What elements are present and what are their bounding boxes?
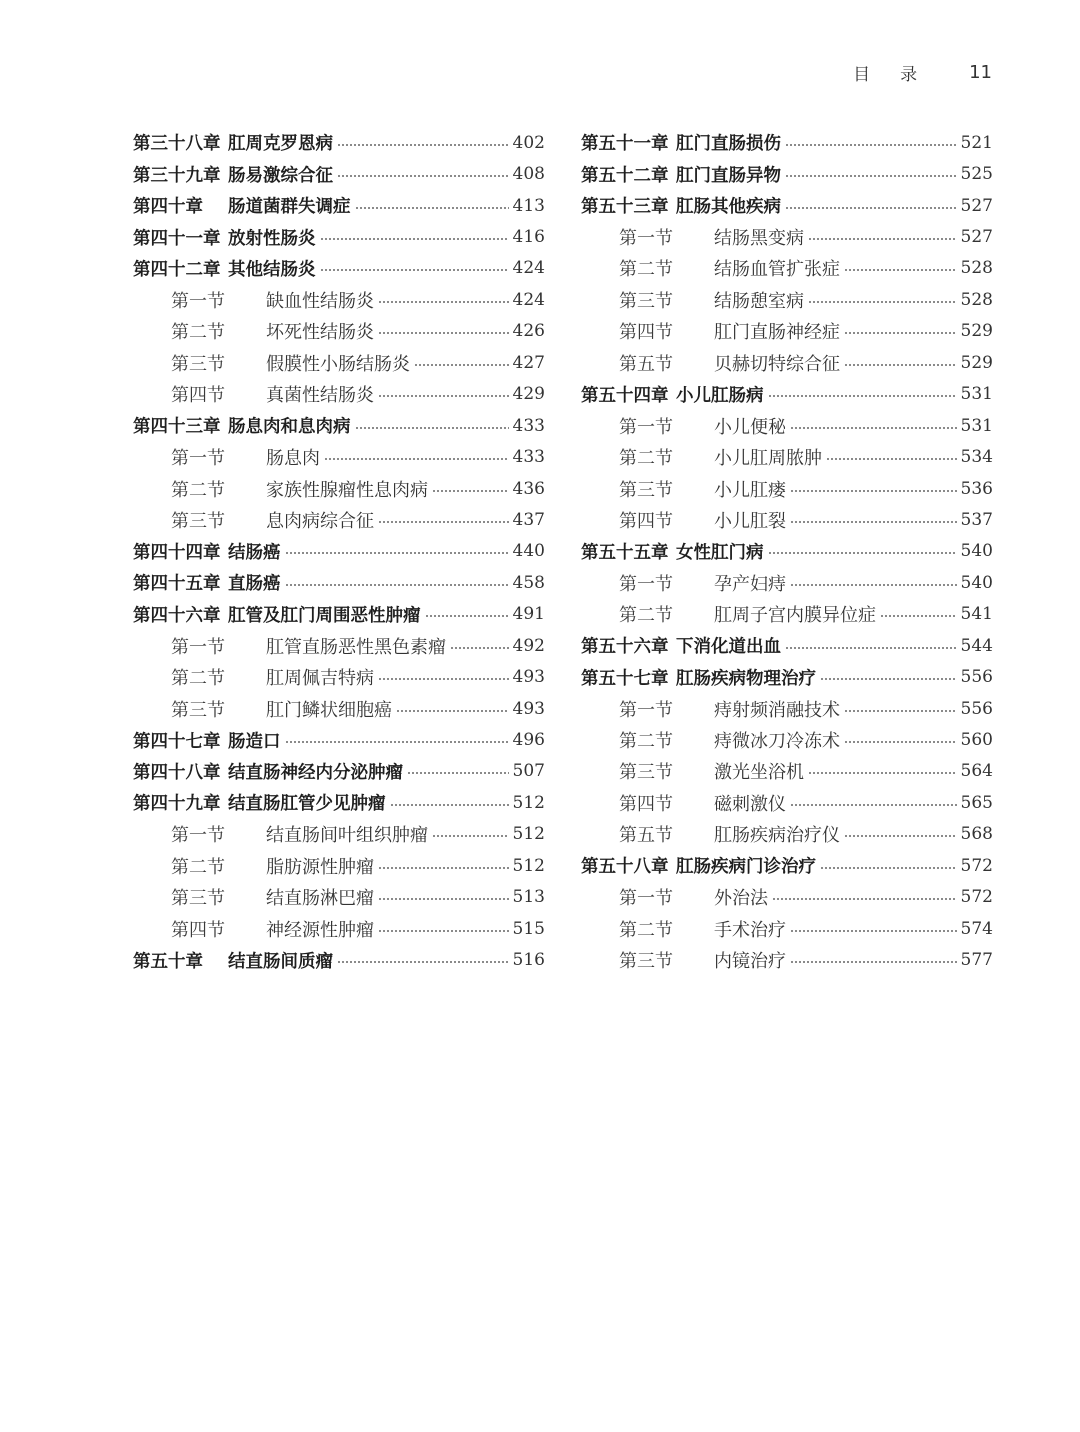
chapter-number: 第五十一章 bbox=[581, 134, 669, 155]
dot-leader bbox=[808, 772, 957, 774]
page-number: 408 bbox=[512, 164, 545, 185]
section-number: 第二节 bbox=[171, 668, 225, 690]
section-number: 第四节 bbox=[619, 510, 673, 532]
page-number: 512 bbox=[512, 824, 545, 845]
toc-entry-section[interactable] bbox=[133, 441, 545, 472]
page-number: 507 bbox=[512, 761, 545, 782]
section-number: 第一节 bbox=[619, 888, 673, 910]
toc-entry-section[interactable] bbox=[133, 882, 545, 913]
section-title: 痔射频消融技术 bbox=[714, 699, 840, 721]
section-number: 第四节 bbox=[171, 919, 225, 941]
page-number: 560 bbox=[960, 730, 993, 751]
page-header bbox=[853, 60, 992, 85]
toc-entry-section[interactable] bbox=[581, 882, 993, 913]
page-number: 513 bbox=[512, 887, 545, 908]
section-number: 第一节 bbox=[171, 636, 225, 658]
toc-entry-chapter[interactable] bbox=[133, 599, 545, 630]
section-title: 结直肠淋巴瘤 bbox=[266, 888, 374, 910]
page-number: 492 bbox=[512, 635, 545, 656]
toc-entry-chapter[interactable] bbox=[581, 661, 993, 692]
page-number: 437 bbox=[512, 509, 545, 530]
page-number: 574 bbox=[960, 918, 993, 939]
dot-leader bbox=[355, 427, 509, 429]
toc-entry-section[interactable] bbox=[581, 693, 993, 724]
dot-leader bbox=[378, 395, 509, 397]
dot-leader bbox=[768, 552, 957, 554]
section-number: 第三节 bbox=[171, 699, 225, 721]
page-number: 525 bbox=[960, 164, 993, 185]
section-title: 肛门直肠神经症 bbox=[714, 322, 840, 344]
page-number: 572 bbox=[960, 855, 993, 876]
toc-entry-section[interactable] bbox=[581, 787, 993, 818]
dot-leader bbox=[337, 144, 509, 146]
dot-leader bbox=[390, 804, 509, 806]
section-number: 第二节 bbox=[619, 919, 673, 941]
dot-leader bbox=[844, 710, 957, 712]
dot-leader bbox=[785, 175, 957, 177]
section-number: 第二节 bbox=[619, 731, 673, 753]
section-number: 第三节 bbox=[171, 510, 225, 532]
chapter-number: 第四十八章 bbox=[133, 762, 221, 783]
section-number: 第一节 bbox=[619, 416, 673, 438]
dot-leader bbox=[355, 207, 509, 209]
toc-entry-chapter[interactable] bbox=[581, 127, 993, 158]
toc-entry-section[interactable] bbox=[133, 473, 545, 504]
toc-entry-section[interactable] bbox=[581, 913, 993, 944]
toc-right-column bbox=[581, 127, 993, 976]
page-number: 528 bbox=[960, 258, 993, 279]
page-number: 433 bbox=[512, 447, 545, 468]
toc-entry-section[interactable] bbox=[581, 724, 993, 755]
dot-leader bbox=[432, 835, 509, 837]
chapter-number: 第四十章 bbox=[133, 197, 203, 218]
section-title: 手术治疗 bbox=[714, 919, 786, 941]
section-number: 第一节 bbox=[171, 290, 225, 312]
section-number: 第三节 bbox=[619, 762, 673, 784]
section-title: 磁刺激仪 bbox=[714, 793, 786, 815]
chapter-number: 第五十章 bbox=[133, 951, 203, 972]
page-number: 534 bbox=[960, 447, 993, 468]
toc-entry-section[interactable] bbox=[133, 284, 545, 315]
toc-entry-section[interactable] bbox=[133, 850, 545, 881]
toc-entry-chapter[interactable] bbox=[133, 190, 545, 221]
dot-leader bbox=[378, 332, 509, 334]
toc-entry-section[interactable] bbox=[133, 913, 545, 944]
chapter-title: 结肠癌 bbox=[228, 542, 281, 563]
page-number: 512 bbox=[512, 792, 545, 813]
page-number: 564 bbox=[960, 761, 993, 782]
chapter-title: 直肠癌 bbox=[228, 574, 281, 595]
chapter-title: 肛肠疾病物理治疗 bbox=[676, 668, 816, 689]
dot-leader bbox=[320, 269, 509, 271]
dot-leader bbox=[407, 772, 509, 774]
section-title: 息肉病综合征 bbox=[266, 510, 374, 532]
section-title: 真菌性结肠炎 bbox=[266, 385, 374, 407]
chapter-title: 肛周克罗恩病 bbox=[228, 134, 333, 155]
section-title: 痔微冰刀冷冻术 bbox=[714, 731, 840, 753]
chapter-number: 第四十四章 bbox=[133, 542, 221, 563]
toc-entry-chapter[interactable] bbox=[133, 127, 545, 158]
section-number: 第二节 bbox=[171, 322, 225, 344]
section-title: 肛周佩吉特病 bbox=[266, 668, 374, 690]
section-number: 第四节 bbox=[619, 322, 673, 344]
section-title: 家族性腺瘤性息肉病 bbox=[266, 479, 428, 501]
dot-leader bbox=[320, 238, 509, 240]
dot-leader bbox=[826, 458, 957, 460]
chapter-title: 肠造口 bbox=[228, 731, 281, 752]
toc-entry-chapter[interactable] bbox=[581, 536, 993, 567]
toc-entry-chapter[interactable] bbox=[133, 944, 545, 975]
chapter-title: 放射性肠炎 bbox=[228, 228, 316, 249]
toc-entry-section[interactable] bbox=[581, 504, 993, 535]
page-number: 429 bbox=[512, 384, 545, 405]
toc-entry-chapter[interactable] bbox=[581, 190, 993, 221]
toc-entry-chapter[interactable] bbox=[133, 787, 545, 818]
section-title: 结肠黑变病 bbox=[714, 228, 804, 250]
section-title: 脂肪源性肿瘤 bbox=[266, 856, 374, 878]
dot-leader bbox=[378, 898, 509, 900]
chapter-title: 肠易激综合征 bbox=[228, 165, 333, 186]
section-title: 结直肠间叶组织肿瘤 bbox=[266, 825, 428, 847]
page-number: 426 bbox=[512, 321, 545, 342]
page-number: 531 bbox=[960, 415, 993, 436]
dot-leader bbox=[285, 552, 509, 554]
chapter-title: 肛门直肠损伤 bbox=[676, 134, 781, 155]
toc-entry-section[interactable] bbox=[581, 253, 993, 284]
toc-entry-chapter[interactable] bbox=[581, 850, 993, 881]
toc-entry-section[interactable] bbox=[133, 316, 545, 347]
page-number: 568 bbox=[960, 824, 993, 845]
section-title: 激光坐浴机 bbox=[714, 762, 804, 784]
chapter-number: 第五十二章 bbox=[581, 165, 669, 186]
section-title: 神经源性肿瘤 bbox=[266, 919, 374, 941]
toc-entry-section[interactable] bbox=[581, 944, 993, 975]
section-title: 小儿肛裂 bbox=[714, 510, 786, 532]
dot-leader bbox=[378, 930, 509, 932]
dot-leader bbox=[378, 521, 509, 523]
toc-entry-section[interactable] bbox=[581, 347, 993, 378]
page-number: 512 bbox=[512, 855, 545, 876]
page-number: 413 bbox=[512, 195, 545, 216]
toc-entry-section[interactable] bbox=[581, 756, 993, 787]
section-number: 第三节 bbox=[619, 479, 673, 501]
dot-leader bbox=[785, 647, 957, 649]
page-number: 491 bbox=[512, 604, 545, 625]
page-number: 527 bbox=[960, 227, 993, 248]
chapter-number: 第五十三章 bbox=[581, 197, 669, 218]
section-title: 肠息肉 bbox=[266, 448, 320, 470]
chapter-number: 第四十五章 bbox=[133, 574, 221, 595]
chapter-number: 第四十二章 bbox=[133, 259, 221, 280]
dot-leader bbox=[880, 615, 957, 617]
toc-entry-chapter[interactable] bbox=[133, 410, 545, 441]
section-title: 内镜治疗 bbox=[714, 951, 786, 973]
toc-entry-section[interactable] bbox=[133, 379, 545, 410]
dot-leader bbox=[790, 804, 957, 806]
chapter-number: 第五十四章 bbox=[581, 385, 669, 406]
toc-entry-section[interactable] bbox=[581, 221, 993, 252]
toc-entry-section[interactable] bbox=[133, 819, 545, 850]
section-number: 第五节 bbox=[619, 825, 673, 847]
section-title: 肛门鳞状细胞癌 bbox=[266, 699, 392, 721]
toc-entry-section[interactable] bbox=[581, 567, 993, 598]
dot-leader bbox=[844, 835, 957, 837]
toc-entry-chapter[interactable] bbox=[133, 756, 545, 787]
toc-entry-section[interactable] bbox=[133, 347, 545, 378]
chapter-title: 结直肠间质瘤 bbox=[228, 951, 333, 972]
chapter-number: 第五十八章 bbox=[581, 857, 669, 878]
dot-leader bbox=[790, 490, 957, 492]
toc-entry-chapter[interactable] bbox=[581, 379, 993, 410]
section-title: 外治法 bbox=[714, 888, 768, 910]
dot-leader bbox=[844, 364, 957, 366]
chapter-title: 其他结肠炎 bbox=[228, 259, 316, 280]
dot-leader bbox=[324, 458, 509, 460]
section-number: 第一节 bbox=[619, 228, 673, 250]
section-number: 第三节 bbox=[171, 353, 225, 375]
chapter-title: 肠道菌群失调症 bbox=[228, 197, 351, 218]
page-number: 529 bbox=[960, 352, 993, 373]
page-number: 531 bbox=[960, 384, 993, 405]
dot-leader bbox=[425, 615, 509, 617]
page-number: 424 bbox=[512, 289, 545, 310]
page-number: 544 bbox=[960, 635, 993, 656]
toc-entry-section[interactable] bbox=[133, 693, 545, 724]
page-number: 536 bbox=[960, 478, 993, 499]
dot-leader bbox=[785, 207, 957, 209]
chapter-number: 第五十七章 bbox=[581, 668, 669, 689]
page-number: 458 bbox=[512, 572, 545, 593]
dot-leader bbox=[808, 301, 957, 303]
page-number: 556 bbox=[960, 667, 993, 688]
chapter-title: 结直肠神经内分泌肿瘤 bbox=[228, 762, 403, 783]
toc-entry-chapter[interactable] bbox=[133, 536, 545, 567]
section-number: 第二节 bbox=[171, 856, 225, 878]
toc-entry-chapter[interactable] bbox=[133, 253, 545, 284]
toc-entry-section[interactable] bbox=[133, 630, 545, 661]
section-number: 第一节 bbox=[171, 448, 225, 470]
dot-leader bbox=[790, 521, 957, 523]
toc-left-column bbox=[133, 127, 545, 976]
chapter-number: 第三十八章 bbox=[133, 134, 221, 155]
dot-leader bbox=[450, 647, 509, 649]
page-number: 541 bbox=[960, 604, 993, 625]
section-title: 假膜性小肠结肠炎 bbox=[266, 353, 410, 375]
section-number: 第三节 bbox=[171, 888, 225, 910]
page-number: 440 bbox=[512, 541, 545, 562]
section-number: 第二节 bbox=[619, 605, 673, 627]
dot-leader bbox=[414, 364, 509, 366]
page-number: 521 bbox=[960, 132, 993, 153]
dot-leader bbox=[378, 301, 509, 303]
page-number: 540 bbox=[960, 541, 993, 562]
dot-leader bbox=[337, 961, 509, 963]
section-number: 第三节 bbox=[619, 290, 673, 312]
chapter-title: 肛肠疾病门诊治疗 bbox=[676, 857, 816, 878]
section-title: 肛周子宫内膜异位症 bbox=[714, 605, 876, 627]
section-title: 坏死性结肠炎 bbox=[266, 322, 374, 344]
toc-entry-section[interactable] bbox=[581, 599, 993, 630]
page-number: 528 bbox=[960, 289, 993, 310]
section-title: 贝赫切特综合征 bbox=[714, 353, 840, 375]
chapter-number: 第五十五章 bbox=[581, 542, 669, 563]
section-title: 结肠憩室病 bbox=[714, 290, 804, 312]
dot-leader bbox=[396, 710, 509, 712]
section-number: 第一节 bbox=[619, 699, 673, 721]
dot-leader bbox=[844, 269, 957, 271]
toc-entry-section[interactable] bbox=[581, 473, 993, 504]
toc-entry-chapter[interactable] bbox=[133, 567, 545, 598]
page-number: 515 bbox=[512, 918, 545, 939]
toc-entry-section[interactable] bbox=[581, 316, 993, 347]
dot-leader bbox=[844, 741, 957, 743]
chapter-title: 女性肛门病 bbox=[676, 542, 764, 563]
section-number: 第三节 bbox=[619, 951, 673, 973]
page-number: 493 bbox=[512, 667, 545, 688]
dot-leader bbox=[285, 584, 509, 586]
dot-leader bbox=[772, 898, 957, 900]
page-number: 402 bbox=[512, 132, 545, 153]
dot-leader bbox=[790, 427, 957, 429]
chapter-title: 肠息肉和息肉病 bbox=[228, 417, 351, 438]
dot-leader bbox=[785, 144, 957, 146]
page-number: 529 bbox=[960, 321, 993, 342]
page-number: 540 bbox=[960, 572, 993, 593]
section-number: 第一节 bbox=[619, 573, 673, 595]
dot-leader bbox=[790, 930, 957, 932]
toc-entry-section[interactable] bbox=[133, 661, 545, 692]
section-number: 第五节 bbox=[619, 353, 673, 375]
toc-entry-section[interactable] bbox=[581, 819, 993, 850]
section-title: 小儿肛瘘 bbox=[714, 479, 786, 501]
toc-entry-section[interactable] bbox=[581, 441, 993, 472]
section-title: 小儿便秘 bbox=[714, 416, 786, 438]
page-number: 516 bbox=[512, 950, 545, 971]
page-number: 572 bbox=[960, 887, 993, 908]
page-number: 416 bbox=[512, 227, 545, 248]
section-number: 第四节 bbox=[171, 385, 225, 407]
section-number: 第一节 bbox=[171, 825, 225, 847]
chapter-title: 肛管及肛门周围恶性肿瘤 bbox=[228, 605, 421, 626]
section-number: 第二节 bbox=[619, 448, 673, 470]
chapter-number: 第四十一章 bbox=[133, 228, 221, 249]
dot-leader bbox=[337, 175, 509, 177]
page-number: 427 bbox=[512, 352, 545, 373]
chapter-number: 第四十六章 bbox=[133, 605, 221, 626]
toc-entry-section[interactable] bbox=[581, 284, 993, 315]
page-number: 436 bbox=[512, 478, 545, 499]
dot-leader bbox=[432, 490, 509, 492]
dot-leader bbox=[768, 395, 957, 397]
chapter-number: 第四十九章 bbox=[133, 794, 221, 815]
page-number: 496 bbox=[512, 730, 545, 751]
page-number: 527 bbox=[960, 195, 993, 216]
toc-entry-chapter[interactable] bbox=[133, 221, 545, 252]
section-title: 小儿肛周脓肿 bbox=[714, 448, 822, 470]
section-number: 第二节 bbox=[171, 479, 225, 501]
toc-entry-chapter[interactable] bbox=[133, 724, 545, 755]
dot-leader bbox=[844, 332, 957, 334]
section-title: 肛肠疾病治疗仪 bbox=[714, 825, 840, 847]
dot-leader bbox=[820, 678, 957, 680]
page-number: 424 bbox=[512, 258, 545, 279]
dot-leader bbox=[378, 867, 509, 869]
toc-entry-section[interactable] bbox=[133, 504, 545, 535]
toc-entry-section[interactable] bbox=[581, 410, 993, 441]
header-page-number: 11 bbox=[969, 62, 992, 83]
dot-leader bbox=[378, 678, 509, 680]
section-title: 肛管直肠恶性黑色素瘤 bbox=[266, 636, 446, 658]
chapter-title: 下消化道出血 bbox=[676, 637, 781, 658]
dot-leader bbox=[790, 961, 957, 963]
dot-leader bbox=[285, 741, 509, 743]
page-number: 565 bbox=[960, 792, 993, 813]
chapter-number: 第四十七章 bbox=[133, 731, 221, 752]
page-number: 493 bbox=[512, 698, 545, 719]
chapter-number: 第三十九章 bbox=[133, 165, 221, 186]
chapter-number: 第四十三章 bbox=[133, 417, 221, 438]
toc-entry-chapter[interactable] bbox=[133, 158, 545, 189]
page-number: 556 bbox=[960, 698, 993, 719]
page-number: 433 bbox=[512, 415, 545, 436]
section-number: 第四节 bbox=[619, 793, 673, 815]
page-number: 577 bbox=[960, 950, 993, 971]
header-title: 目录 bbox=[853, 65, 948, 85]
section-title: 缺血性结肠炎 bbox=[266, 290, 374, 312]
chapter-number: 第五十六章 bbox=[581, 637, 669, 658]
chapter-title: 结直肠肛管少见肿瘤 bbox=[228, 794, 386, 815]
chapter-title: 肛肠其他疾病 bbox=[676, 197, 781, 218]
section-title: 孕产妇痔 bbox=[714, 573, 786, 595]
chapter-title: 小儿肛肠病 bbox=[676, 385, 764, 406]
toc-entry-chapter[interactable] bbox=[581, 630, 993, 661]
toc-entry-chapter[interactable] bbox=[581, 158, 993, 189]
page-number: 537 bbox=[960, 509, 993, 530]
dot-leader bbox=[820, 867, 957, 869]
dot-leader bbox=[790, 584, 957, 586]
dot-leader bbox=[808, 238, 957, 240]
section-number: 第二节 bbox=[619, 259, 673, 281]
chapter-title: 肛门直肠异物 bbox=[676, 165, 781, 186]
section-title: 结肠血管扩张症 bbox=[714, 259, 840, 281]
